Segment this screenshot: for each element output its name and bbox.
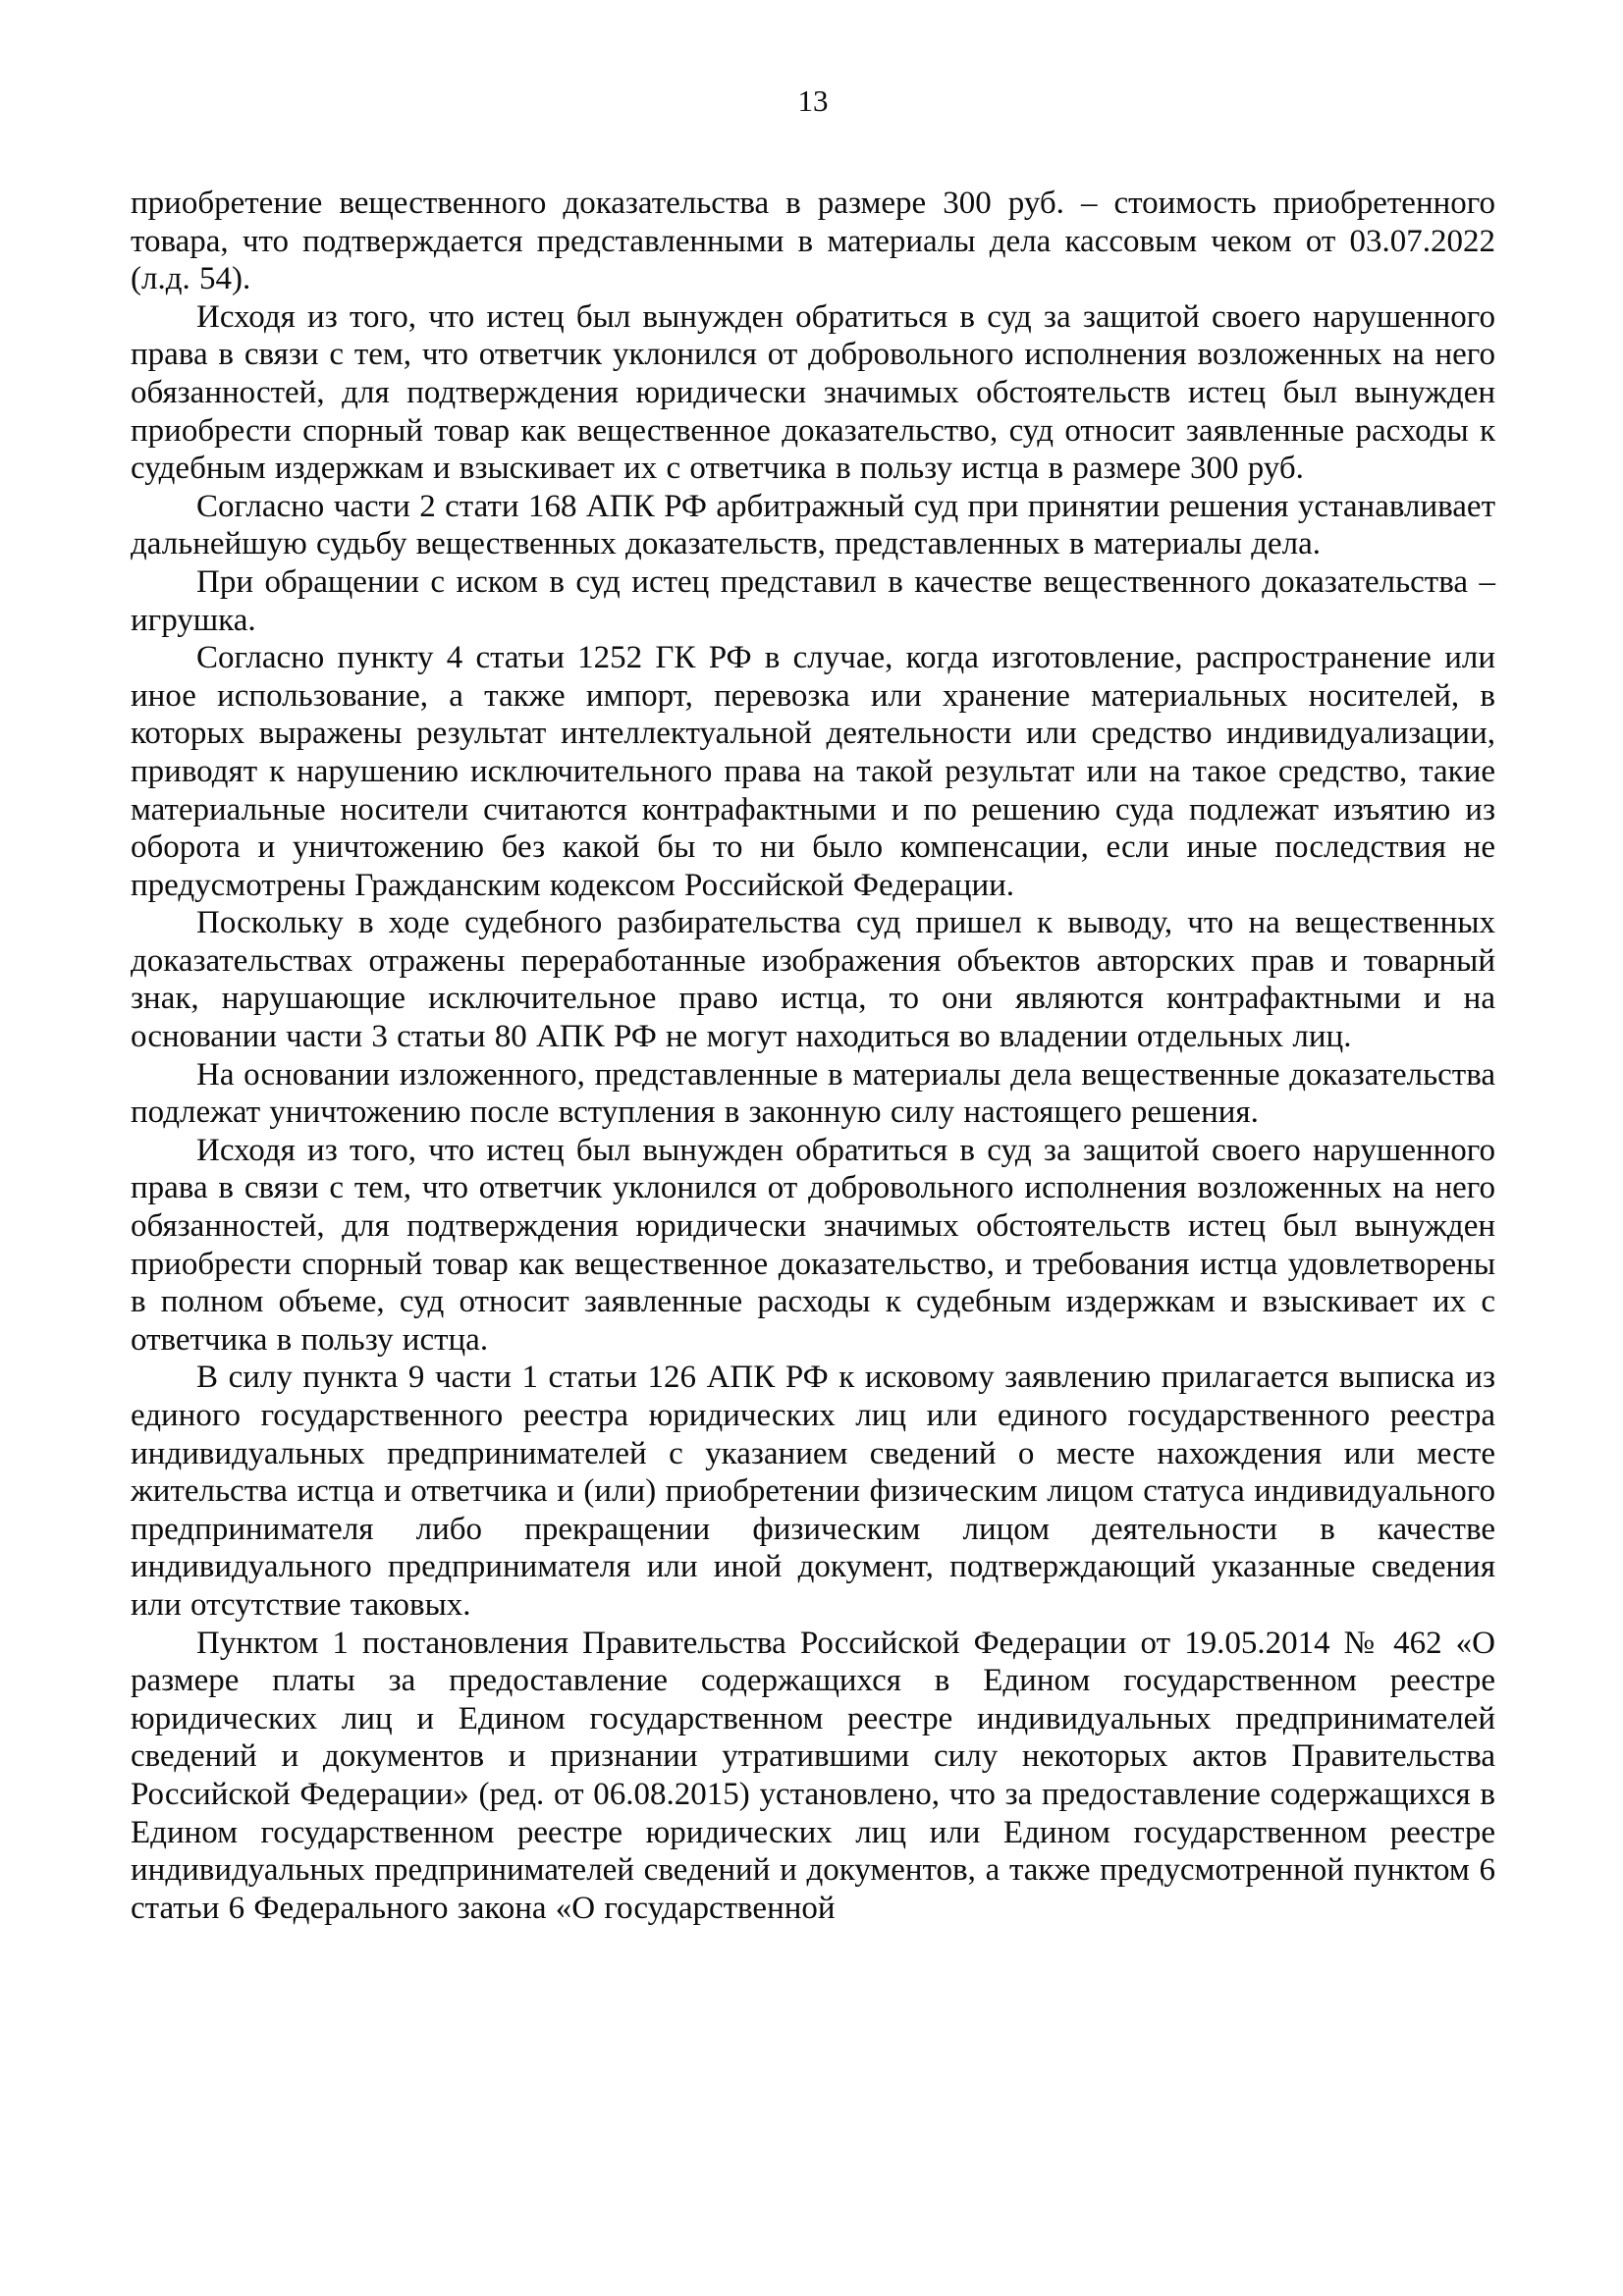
paragraph: На основании изложенного, представленные в материалы дела вещественные доказательства подлежат уничтожению после вступления в законную силу настоящего решения. bbox=[131, 1056, 1495, 1131]
paragraph: Поскольку в ходе судебного разбирательства суд пришел к выводу, что на вещественных доказательствах отражены переработанные изображения объектов авторских прав и товарный знак, нарушающие исключительное право истца, то они являются контрафактными и на основании части 3 статьи 80 АПК РФ не могут находиться во владении отдельных лиц. bbox=[131, 905, 1495, 1055]
paragraph: Исходя из того, что истец был вынужден обратиться в суд за защитой своего нарушенного права в связи с тем, что ответчик уклонился от добровольного исполнения возложенных на него обязанностей, для подтверждения юридически значимых обстоятельств истец был вынужден приобрести спорный товар как вещественное доказательство, суд относит заявленные расходы к судебным издержкам и взыскивает их с ответчика в пользу истца в размере 300 руб. bbox=[131, 298, 1495, 487]
paragraph: Согласно пункту 4 статьи 1252 ГК РФ в случае, когда изготовление, распространение или иное использование, а также импорт, перевозка или хранение материальных носителей, в которых выражены результат интеллектуальной деятельности или средство индивидуализации, приводят к нарушению исключительного права на такой результат или на такое средство, такие материальные носители считаются контрафактными и по решению суда подлежат изъятию из оборота и уничтожению без какой бы то ни было компенсации, если иные последствия не предусмотрены Гражданским кодексом Российской Федерации. bbox=[131, 640, 1495, 903]
document-body bbox=[131, 185, 1495, 1927]
paragraph: Исходя из того, что истец был вынужден обратиться в суд за защитой своего нарушенного права в связи с тем, что ответчик уклонился от добровольного исполнения возложенных на него обязанностей, для подтверждения юридически значимых обстоятельств истец был вынужден приобрести спорный товар как вещественное доказательство, и требования истца удовлетворены в полном объеме, суд относит заявленные расходы к судебным издержкам и взыскивает их с ответчика в пользу истца. bbox=[131, 1132, 1495, 1358]
paragraph: При обращении с иском в суд истец представил в качестве вещественного доказательства – игрушка. bbox=[131, 563, 1495, 638]
paragraph: Согласно части 2 стати 168 АПК РФ арбитражный суд при принятии решения устанавливает дальнейшую судьбу вещественных доказательств, представленных в материалы дела. bbox=[131, 488, 1495, 562]
paragraph: приобретение вещественного доказательства в размере 300 руб. – стоимость приобретенного товара, что подтверждается представленными в материалы дела кассовым чеком от 03.07.2022 (л.д. 54). bbox=[131, 186, 1495, 297]
paragraph: В силу пункта 9 части 1 статьи 126 АПК РФ к исковому заявлению прилагается выписка из единого государственного реестра юридических лиц или единого государственного реестра индивидуальных предпринимателей с указанием сведений о месте нахождения или месте жительства истца и ответчика и (или) приобретении физическим лицом статуса индивидуального предпринимателя либо прекращении физическим лицом деятельности в качестве индивидуального предпринимателя или иной документ, подтверждающий указанные сведения или отсутствие таковых. bbox=[131, 1360, 1495, 1623]
page-number: 13 bbox=[797, 83, 829, 118]
paragraph: Пунктом 1 постановления Правительства Российской Федерации от 19.05.2014 № 462 «О размере платы за предоставление содержащихся в Едином государственном реестре юридических лиц и Едином государственном реестре индивидуальных предпринимателей сведений и документов и признании утратившими силу некоторых актов Правительства Российской Федерации» (ред. от 06.08.2015) установлено, что за предоставление содержащихся в Едином государственном реестре юридических лиц или Едином государственном реестре индивидуальных предпринимателей сведений и документов, а также предусмотренной пунктом 6 статьи 6 Федерального закона «О государственной bbox=[131, 1625, 1495, 1926]
